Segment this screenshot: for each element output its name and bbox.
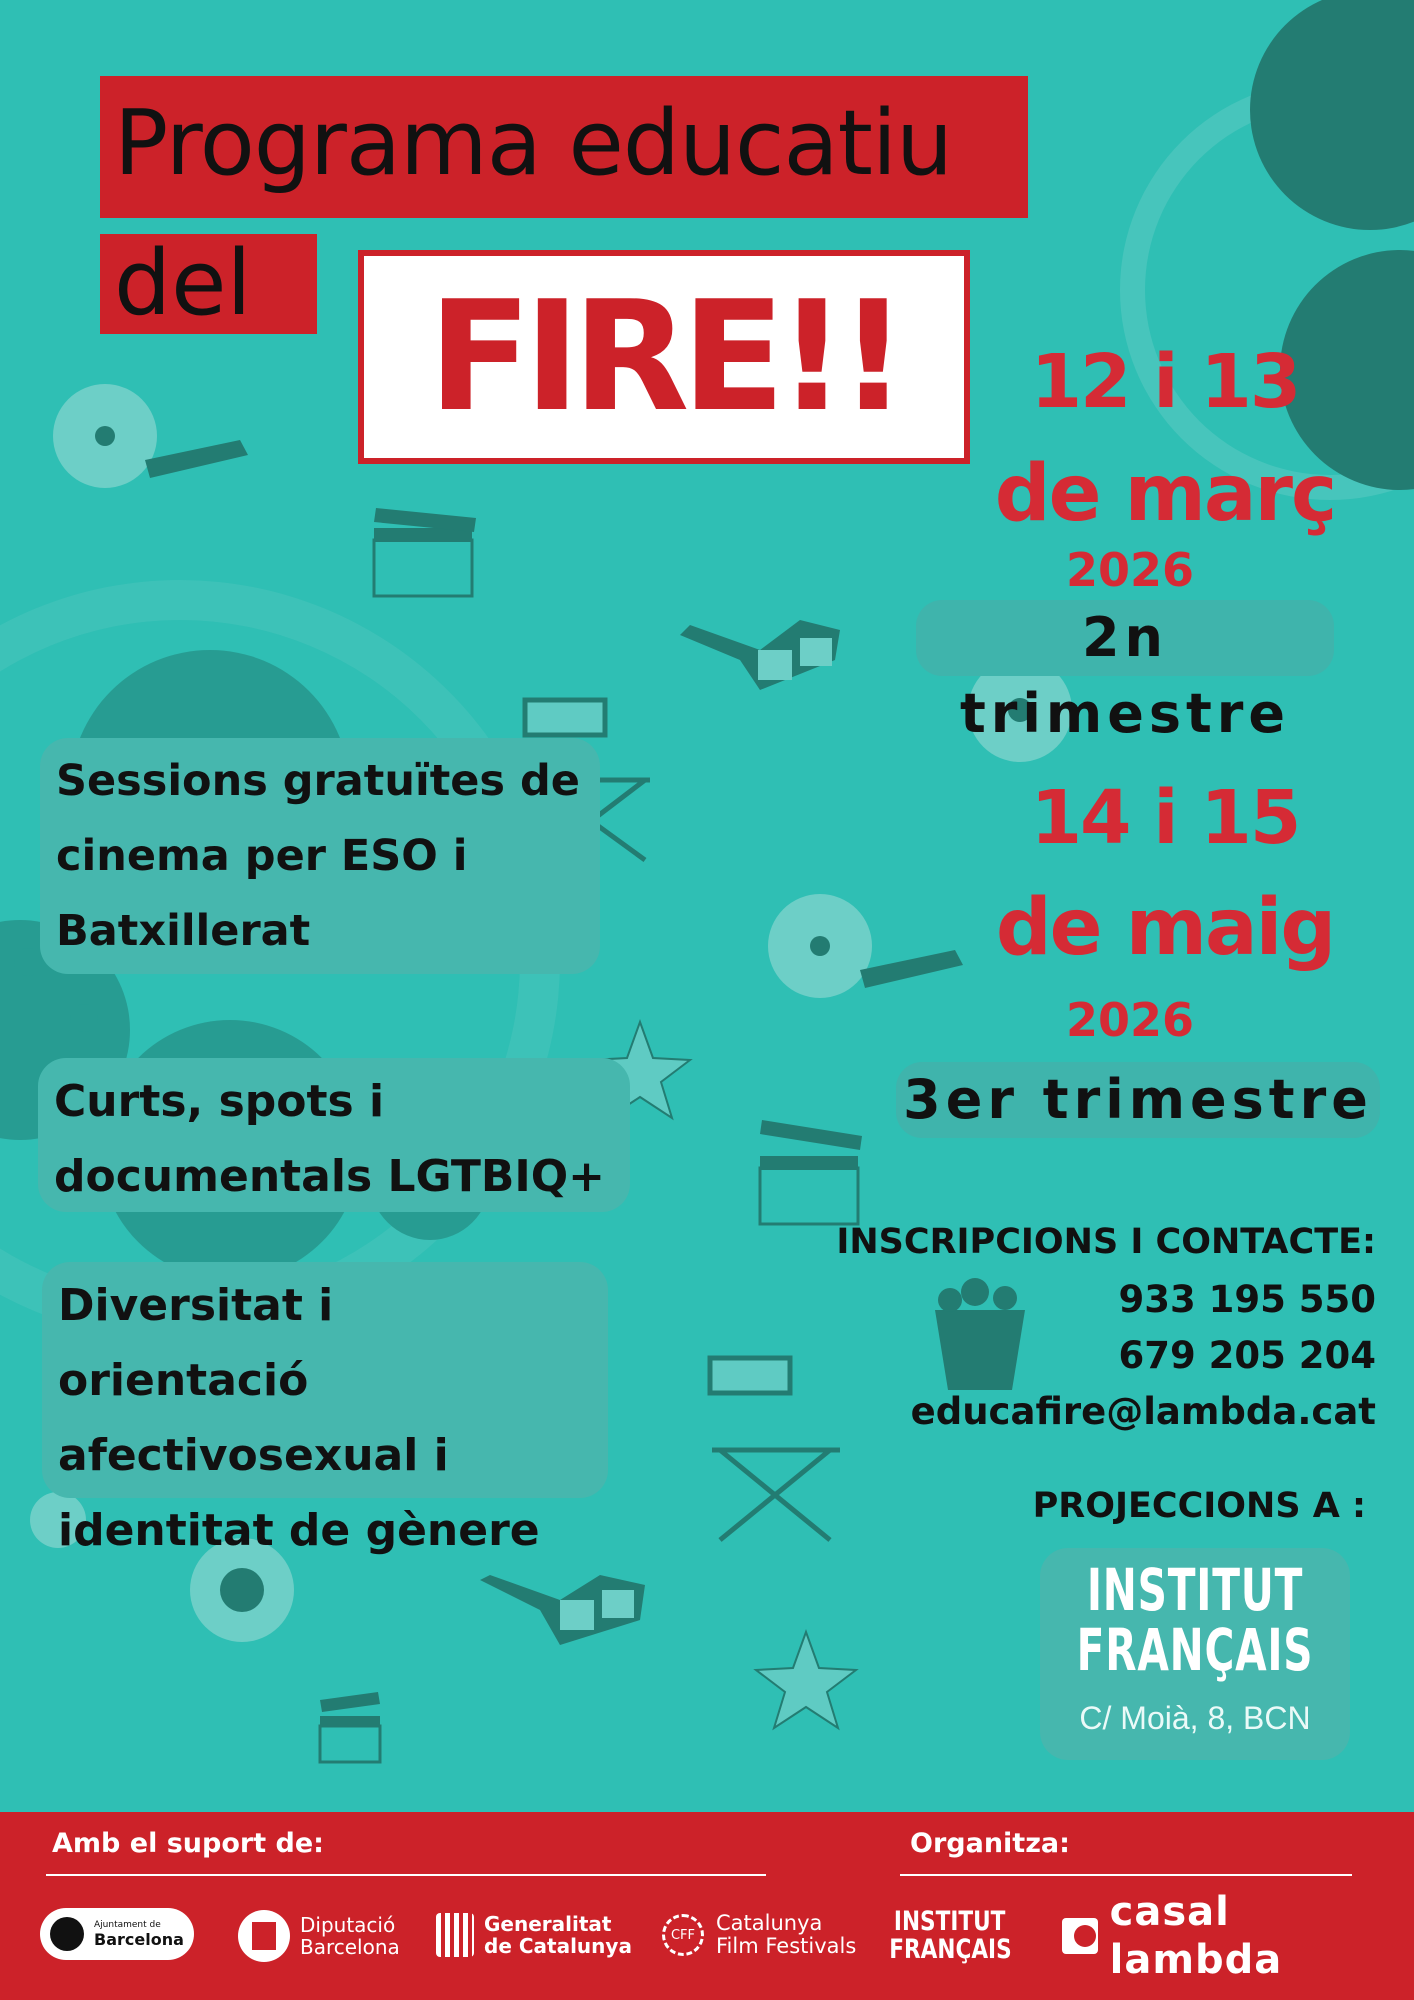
clapperboard-icon-3: [320, 1692, 380, 1762]
title-line1: Programa educatiu: [114, 91, 952, 196]
contact-phone-2[interactable]: 679 205 204: [1118, 1334, 1376, 1377]
organizer-divider: [900, 1874, 1352, 1876]
session1-term: 2n trimestre: [959, 606, 1291, 745]
session2-month: de maig: [995, 883, 1335, 973]
institut-footer-line2: FRANÇAIS: [888, 1934, 1012, 1965]
session1-term-pill: [916, 600, 1334, 745]
title-line2: del: [114, 231, 252, 336]
feature-line: Batxillerat: [56, 906, 311, 956]
footer-bar: [0, 1812, 1414, 2000]
feature-box-shorts: [38, 1058, 630, 1212]
3d-glasses-icon-2: [480, 1575, 645, 1645]
session2-term-pill: [896, 1062, 1380, 1138]
cff-icon: CFF: [662, 1914, 704, 1956]
ajuntament-small-text: Ajuntament de: [94, 1919, 161, 1930]
contact-heading: INSCRIPCIONS I CONTACTE:: [836, 1222, 1376, 1262]
venue-card: [1040, 1548, 1350, 1760]
3d-glasses-icon-1: [680, 620, 840, 690]
diputacio-barcelona-logo: [238, 1908, 400, 1964]
contact-phone-1[interactable]: 933 195 550: [1118, 1278, 1376, 1321]
popcorn-icon: [935, 1278, 1025, 1390]
fire-logo-text: FIRE!!: [428, 268, 900, 445]
institut-francais-footer-logo: [880, 1906, 1020, 1966]
institut-logo-line1: INSTITUT: [1086, 1556, 1304, 1624]
support-divider: [46, 1874, 766, 1876]
title-line1-box: [100, 76, 1028, 218]
star-icon-2: [756, 1632, 856, 1728]
feature-line: identitat de gènere: [58, 1505, 540, 1556]
catalunya-line1: Catalunya: [716, 1911, 823, 1935]
casal-lambda-logo: [1062, 1889, 1414, 1983]
title-line2-box: [100, 231, 317, 336]
generalitat-line2: de Catalunya: [484, 1934, 632, 1958]
feature-box-sessions: [40, 738, 600, 974]
diputacio-line1: Diputació: [300, 1913, 396, 1937]
diputacio-shield-icon: [238, 1910, 290, 1962]
session1-days: 12 i 13: [1030, 339, 1300, 425]
institut-francais-logo: [1040, 1556, 1350, 1684]
institut-logo-line2: FRANÇAIS: [1076, 1616, 1314, 1684]
venue-address: C/ Moià, 8, BCN: [1079, 1700, 1311, 1736]
generalitat-logo: [436, 1910, 632, 1960]
casal-lambda-text: casal lambda: [1109, 1889, 1283, 1983]
feature-line: afectivosexual i: [58, 1430, 449, 1481]
clapperboard-icon-1: [374, 508, 476, 596]
feature-line: Sessions gratuïtes de: [56, 756, 580, 806]
catalunya-film-festivals-logo: [662, 1910, 856, 1960]
organizer-label: Organitza:: [910, 1828, 1070, 1859]
feature-box-diversity: [42, 1262, 608, 1556]
session1-month: de març: [994, 449, 1336, 539]
feature-line: documentals LGTBIQ+: [54, 1151, 606, 1202]
contact-email[interactable]: educafire@lambda.cat: [910, 1390, 1376, 1433]
clapperboard-icon-2: [760, 1120, 862, 1224]
feature-line: Curts, spots i: [54, 1076, 385, 1127]
fire-logo-box: [358, 250, 970, 464]
session1-year: 2026: [1065, 543, 1195, 597]
session2-days: 14 i 15: [1030, 775, 1300, 861]
generalitat-line1: Generalitat: [484, 1912, 612, 1936]
director-chair-icon-2: [710, 1358, 840, 1540]
ajuntament-shield-icon: [50, 1917, 84, 1951]
support-label: Amb el suport de:: [52, 1828, 324, 1859]
feature-line: cinema per ESO i: [56, 831, 468, 881]
feature-line: Diversitat i orientació: [58, 1280, 334, 1406]
catalunya-line2: Film Festivals: [716, 1934, 857, 1958]
venue-heading: PROJECCIONS A :: [1032, 1486, 1366, 1526]
ajuntament-big-text: Barcelona: [94, 1929, 184, 1949]
generalitat-stripes-icon: [436, 1913, 474, 1957]
session2-year: 2026: [1065, 993, 1195, 1047]
diputacio-line2: Barcelona: [300, 1935, 400, 1959]
lambda-icon: [1062, 1918, 1098, 1954]
small-reel-icon-1: [53, 384, 248, 488]
ajuntament-barcelona-logo: [40, 1908, 194, 1960]
small-reel-icon-2: [768, 894, 963, 998]
institut-footer-line1: INSTITUT: [894, 1906, 1006, 1937]
session2-term: 3er trimestre: [903, 1068, 1373, 1131]
